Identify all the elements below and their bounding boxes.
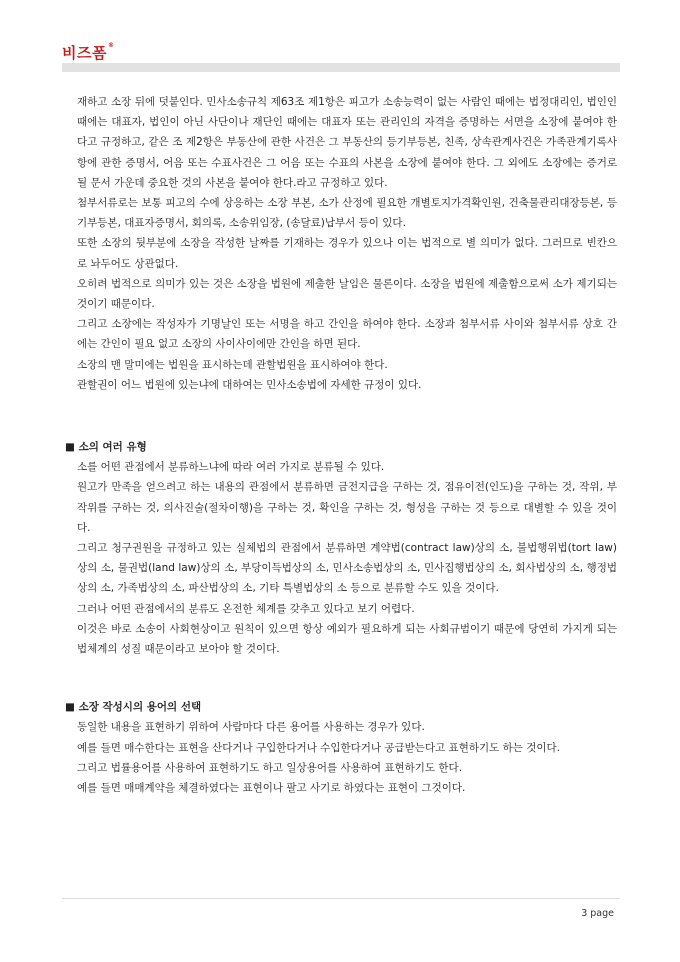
section-gap <box>77 395 617 437</box>
footer-divider <box>62 898 620 899</box>
paragraph: 그러나 어떤 관점에서의 분류도 온전한 체계를 갖추고 있다고 보기 어렵다. <box>77 602 415 615</box>
header-bar <box>62 63 620 72</box>
page-number: 3 page <box>581 908 614 919</box>
document-body <box>65 92 617 798</box>
registered-mark: ® <box>107 42 115 49</box>
bizform-logo <box>62 42 114 63</box>
paragraph: 예를 들면 매수한다는 표현을 산다거나 구입한다거나 수입한다거나 공급받는다고 표현하기도 하는 것이다. <box>77 741 561 754</box>
paragraph: 또한 소장의 뒷부분에 소장을 작성한 날짜를 기재하는 경우가 있으나 이는 법적으로 별 의미가 없다. 그러므로 빈칸으로 놔두어도 상관없다. <box>77 237 617 270</box>
paragraph: 첨부서류로는 보통 피고의 수에 상응하는 소장 부본, 소가 산정에 필요한 개별토지가격확인원, 건축물관리대장등본, 등기부등본, 대표자증명서, 회의록, 소송위임장, (송달료)납부서 등이 있다. <box>77 197 617 230</box>
section-gap <box>77 659 617 697</box>
paragraph: 그리고 법률용어를 사용하여 표현하기도 하고 일상용어를 사용하여 표현하기도 한다. <box>77 761 463 774</box>
paragraph: 소장의 맨 말미에는 법원을 표시하는데 관할법원을 표시하여야 한다. <box>77 358 388 371</box>
paragraph: 예를 들면 매매계약을 체결하였다는 표현이나 팔고 사기로 하였다는 표현이 그것이다. <box>77 782 466 795</box>
paragraph: 원고가 만족을 얻으려고 하는 내용의 관점에서 분류하면 금전지급을 구하는 것, 점유이전(인도)을 구하는 것, 작위, 부작위를 구하는 것, 의사진술(절차이행)을 구하는 것, 확인을 구하는 것, 형성을 구하는 것 등으로 대별할 수 있을 것이다. <box>77 481 617 534</box>
logo-text: 비즈폼 <box>62 44 107 62</box>
paragraph: 관할권이 어느 법원에 있는냐에 대하여는 민사소송법에 자세한 규정이 있다. <box>77 378 422 391</box>
paragraph: 재하고 소장 뒤에 덧붙인다. 민사소송규칙 제63조 제1항은 피고가 소송능력이 없는 사람인 때에는 법정대리인, 법인인 때에는 대표자, 법인이 아닌 사단이나 재단인 때에는 대표자 또는 관리인의 자격을 증명하는 서면을 소장에 붙여야 한다고 규정하고, 같은 조 제2항은 부동산에 관한 사건은 그 부동산의 등기부등본, 친족, 상속관계사건은 가족관계기록사항에 관한 증명서, 어음 또는 수표사건은 그 어음 또는 수표의 사본을 소장에 붙여야 한다. 그 외에도 소장에는 증거로 될 문서 가운데 중요한 것의 사본을 붙여야 한다.라고 규정하고 있다. <box>77 96 617 189</box>
section-title: ■ 소장 작성시의 용어의 선택 <box>65 701 202 714</box>
paragraph: 그리고 소장에는 작성자가 기명날인 또는 서명을 하고 간인을 하여야 한다. 소장과 첨부서류 사이와 첨부서류 상호 간에는 간인이 필요 없고 소장의 사이사이에만 간인을 하면 된다. <box>77 318 617 351</box>
paragraph: 동일한 내용을 표현하기 위하여 사람마다 다른 용어를 사용하는 경우가 있다. <box>77 721 425 734</box>
paragraph: 오히려 법적으로 의미가 있는 것은 소장을 법원에 제출한 날임은 물론이다. 소장을 법원에 제출함으로써 소가 제기되는 것이기 때문이다. <box>77 277 617 311</box>
section-title: ■ 소의 여러 유형 <box>65 441 147 454</box>
paragraph: 이것은 바로 소송이 사회현상이고 원칙이 있으면 항상 예외가 필요하게 되는 사회규범이기 때문에 당연히 가지게 되는 법체계의 성질 때문이라고 보아야 할 것이다. <box>77 622 617 656</box>
paragraph: 소를 어떤 관점에서 분류하느냐에 따라 여러 가지로 분류될 수 있다. <box>77 461 385 474</box>
paragraph: 그리고 청구권원을 규정하고 있는 실체법의 관점에서 분류하면 계약법(contract law)상의 소, 불법행위법(tort law)상의 소, 물권법(land law)상의 소, 부당이득법상의 소, 민사소송법상의 소, 민사집행법상의 소, 회사법상의 소, 행정법상의 소, 가족법상의 소, 파산법상의 소, 기타 특별법상의 소 등으로 분류할 수도 있을 것이다. <box>77 542 617 595</box>
